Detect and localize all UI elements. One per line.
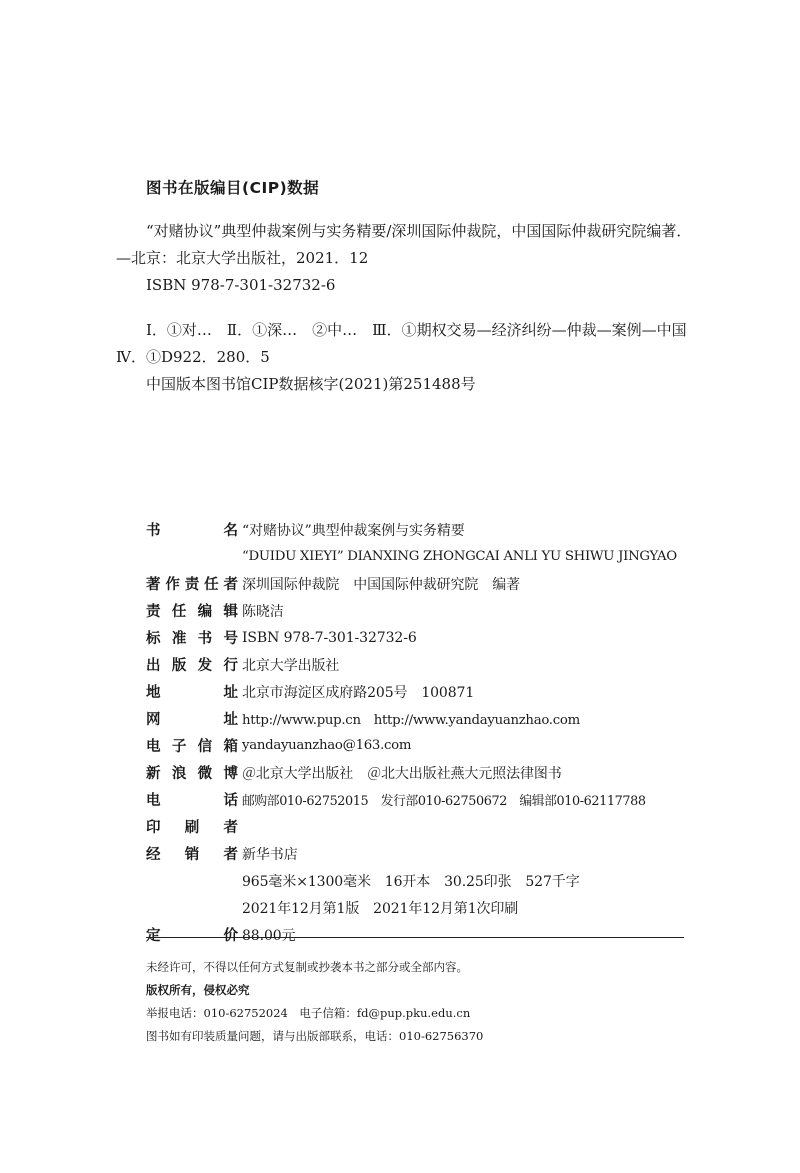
value-author: 深圳国际仲裁院 中国国际仲裁研究院 编著 [242,576,520,593]
info-row-email [146,732,706,759]
label-price: 定 价 [146,928,238,944]
cip-title: 图书在版编目(CIP)数据 [146,179,320,197]
label-email: 电 子 信 箱 [146,739,238,755]
info-row-publisher [146,651,706,678]
label-author: 著 作 责 任 者 [146,577,238,593]
footer-report-contact: 举报电话：010-62752024 电子信箱：fd@pup.pku.edu.cn [146,1006,471,1020]
value-title-pinyin: “DUIDU XIEYI” DIANXING ZHONGCAI ANLI YU SHIWU JINGYAO [242,549,677,564]
label-weibo: 新 浪 微 博 [146,766,238,782]
info-row-isbn [146,624,706,651]
value-format: 965毫米×1300毫米 16开本 30.25印张 527千字 [242,873,580,890]
value-edition: 2021年12月第1版 2021年12月第1次印刷 [242,900,519,917]
label-address: 地 址 [146,685,238,701]
info-row-editor [146,597,706,624]
label-printer: 印 刷 者 [146,820,238,836]
info-row-format [146,867,706,894]
label-phone: 电 话 [146,793,238,809]
info-row-title-pinyin [146,543,706,570]
value-phone: 邮购部010-62752015 发行部010-62750672 编辑部010-62117788 [242,794,646,809]
value-price: 88.00元 [242,927,296,944]
footer-quality-contact: 图书如有印装质量问题，请与出版部联系，电话：010-62756370 [146,1029,484,1043]
cip-paragraph-bibliographic: “对赌协议”典型仲裁案例与实务精要/深圳国际仲裁院，中国国际仲裁研究院编著．—北京：北京大学出版社，2021．12 [116,222,692,267]
label-isbn: 标 准 书 号 [146,631,238,647]
info-row-address [146,678,706,705]
label-title: 书 名 [146,523,238,539]
value-email: yandayuanzhao@163.com [242,738,412,753]
label-website: 网 址 [146,712,238,728]
label-editor: 责 任 编 辑 [146,604,238,620]
label-distributor: 经 销 者 [146,847,238,863]
value-distributor: 新华书店 [242,846,298,863]
value-isbn: ISBN 978-7-301-32732-6 [242,629,417,646]
footer-no-copy-notice: 未经许可，不得以任何方式复制或抄袭本书之部分或全部内容。 [146,960,468,974]
info-row-distributor [146,840,706,867]
value-weibo: ＠北京大学出版社 ＠北大出版社燕大元照法律图书 [242,765,562,782]
label-publisher: 出 版 发 行 [146,658,238,674]
info-row-website [146,705,706,732]
value-publisher: 北京大学出版社 [242,657,340,674]
info-row-edition [146,894,706,921]
copyright-footer [146,956,706,1048]
cip-block [116,176,702,398]
cip-isbn: ISBN 978-7-301-32732-6 [146,276,336,294]
publication-info [146,516,706,948]
cip-classification: Ⅰ．①对… Ⅱ．①深… ②中… Ⅲ．①期权交易—经济纠纷—仲裁—案例—中国 Ⅳ．①D922．280．5 [116,321,702,366]
info-row-printer [146,813,706,840]
footer-divider [146,937,684,938]
value-title: “对赌协议”典型仲裁案例与实务精要 [242,522,465,539]
info-row-weibo [146,759,706,786]
footer-rights-reserved: 版权所有，侵权必究 [146,983,250,997]
info-row-phone [146,786,706,813]
info-row-author [146,570,706,597]
info-row-title [146,516,706,543]
info-row-price [146,921,706,948]
cip-number: 中国版本图书馆CIP数据核字(2021)第251488号 [146,375,476,393]
value-website: http://www.pup.cn http://www.yandayuanzhao.com [242,713,580,728]
value-address: 北京市海淀区成府路205号 100871 [242,684,475,701]
value-editor: 陈晓洁 [242,603,284,620]
